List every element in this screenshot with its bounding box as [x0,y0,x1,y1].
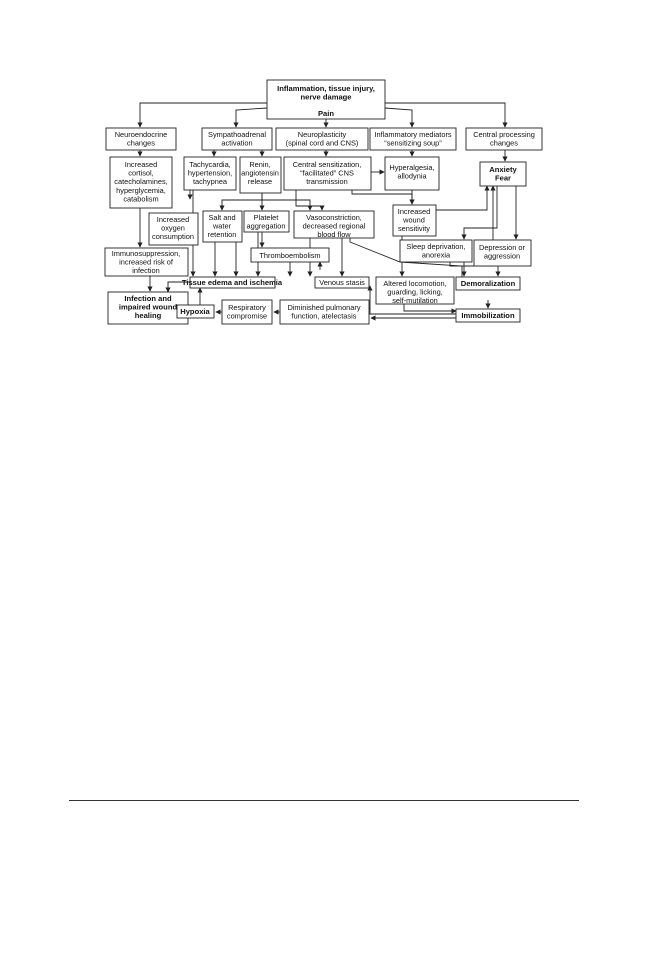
label-line: “sensitizing soup” [384,138,442,148]
node-hypoxia-label [180,307,210,316]
label-line: catabolism [123,194,159,204]
label-line: anorexia [421,250,451,260]
node-depression-label [479,243,526,261]
label-line: nerve damage [300,92,352,102]
arrow-renin-to-salt [222,193,262,210]
arrow-pain-to-central-processing [385,103,505,127]
arrow-anxiety-to-sleep [464,186,497,239]
label-line: Central processing [473,130,535,139]
label-line: Hyperalgesia, [389,163,435,172]
label-line: angiotensin [241,168,279,178]
label-line: transmission [306,177,348,187]
label-line: aggregation [246,221,286,231]
label-line: Demoralization [460,279,516,288]
label-line: self-mutilation [392,296,438,306]
label-line: retention [207,230,237,240]
label-line: Fear [494,173,512,183]
label-line: changes [127,138,155,148]
label-line: Increased [397,207,431,216]
label-line: Pain [317,109,335,118]
label-line: wound [403,215,425,225]
node-venous-label [319,278,365,287]
node-labels [112,84,535,321]
label-line: Tissue edema and ischemia [181,278,283,287]
label-line: Venous stasis [319,278,365,287]
label-line: Neuroendocrine [114,130,168,139]
label-line: Salt and [208,213,236,222]
page-divider [69,800,579,801]
node-respiratory-label [227,303,267,321]
label-line: Immobilization [461,311,515,320]
label-line: oxygen [161,223,185,233]
label-line: compromise [226,311,268,321]
label-line: water [212,221,232,231]
arrow-pain-to-inflammatory [385,108,412,127]
label-line: blood flow [317,230,351,240]
arrow-wound-sensitivity-to-anxiety [434,186,487,210]
arrow-central-sensitization-to-wound-sensitivity [352,190,412,204]
arrow-pain-to-neuroendocrine [140,103,267,127]
arrow-renin-to-vasoconstriction [262,200,310,210]
label-line: Sympathoadrenal [208,130,266,139]
label-line: (spinal cord and CNS) [285,138,359,148]
node-immobilization-label [461,311,515,320]
label-line: impaired wound [118,302,178,312]
label-line: Neuroplasticity [297,130,347,139]
label-line: hyperglycemia, [116,185,166,195]
label-line: Diminished pulmonary [287,303,361,312]
label-line: Depression or [478,243,526,252]
arrow-pain-to-sympathoadrenal [236,108,267,127]
label-line: decreased regional [302,221,366,231]
label-line: consumption [152,232,194,242]
node-pulmonary-label [287,303,360,321]
label-line: activation [221,138,253,148]
label-line: Tachycardia, [189,160,231,169]
label-line: release [247,177,273,187]
label-line: Altered locomotion, [383,279,447,288]
label-line: increased risk of [119,257,173,267]
label-line: Renin, [249,160,271,169]
label-line: Respiratory [228,303,266,312]
label-line: Central sensitization, [292,160,362,169]
label-line: Immunosuppression, [111,249,181,258]
label-line: allodynia [397,171,427,181]
label-line: Hypoxia [180,307,210,316]
node-edema-label [182,278,283,287]
label-line: Increased [124,160,158,169]
label-line: aggression [483,251,521,261]
node-demoralization-label [461,279,516,288]
node-altered-label [383,279,446,305]
label-line: Inflammation, tissue injury, [277,84,375,93]
label-line: “facilitated” CNS [300,168,354,178]
label-line: Anxiety [489,165,517,174]
label-line: sensitivity [397,224,431,234]
label-line: infection [132,266,160,276]
label-line: Platelet [253,213,279,222]
label-line: Sleep deprivation, [406,242,466,251]
label-line: Thromboembolism [259,251,321,260]
label-line: function, atelectasis [291,311,357,321]
label-line: changes [490,138,518,148]
label-line: Infection and [124,294,172,303]
label-line: healing [134,311,162,321]
label-line: hypertension, [187,168,233,178]
label-line: Inflammatory mediators [374,130,452,139]
label-line: guarding, licking, [387,287,443,297]
label-line: Vasoconstriction, [306,213,362,222]
node-tachycardia-label [188,160,232,186]
node-pain-label [318,109,334,118]
label-line: tachypnea [192,177,228,187]
node-inflammatory-label [374,130,452,148]
node-thromboembolism-label [259,251,320,260]
label-line: catecholamines, [114,177,168,187]
label-line: cortisol, [128,168,154,178]
label-line: Increased [156,215,190,224]
